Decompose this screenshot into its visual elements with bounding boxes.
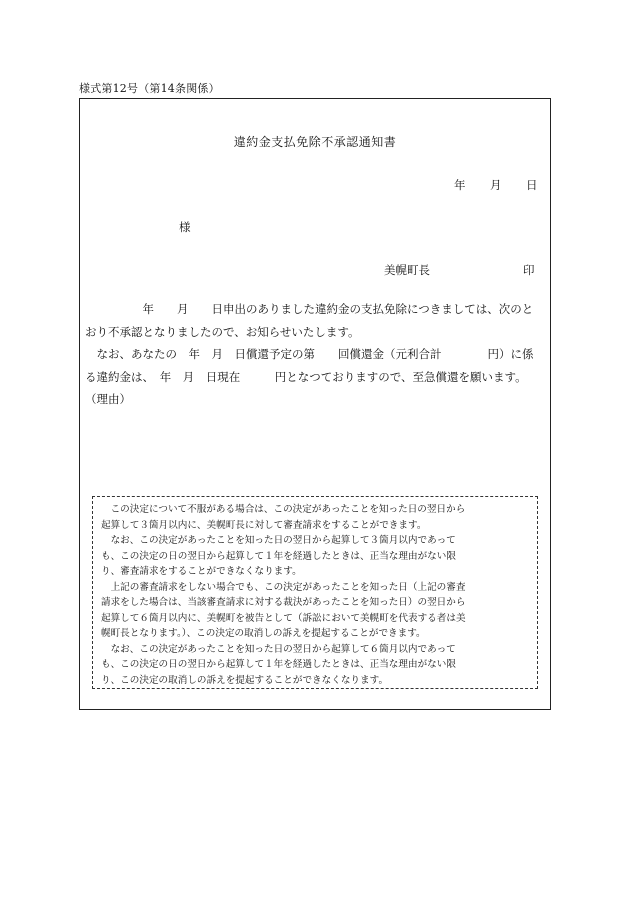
notice-line: 請求をした場合は、当該審査請求に対する裁決があったことを知った日）の翌日から bbox=[101, 597, 466, 608]
notice-line: 幌町長となります。）、この決定の取消しの訴えを提起することができます。 bbox=[101, 628, 426, 639]
form-frame bbox=[79, 98, 551, 710]
addressee-suffix: 様 bbox=[179, 220, 191, 234]
notice-line: 起算して６箇月以内に、美幌町を被告として（訴訟において美幌町を代表する者は美 bbox=[101, 612, 466, 624]
notice-line: り、審査請求をすることができなくなります。 bbox=[101, 566, 302, 577]
body-line: なお、あなたの 年 月 日償還予定の第 回償還金（元利合計 円）に係 bbox=[85, 347, 534, 361]
date-day: 日 bbox=[526, 178, 538, 192]
notice-line: も、この決定の日の翌日から起算して１年を経過したときは、正当な理由がない限 bbox=[101, 550, 456, 562]
body-line: 年 月 日申出のありました違約金の支払免除につきましては、次のと bbox=[85, 302, 534, 316]
date-month: 月 bbox=[490, 178, 502, 192]
notice-line: なお、この決定があったことを知った日の翌日から起算して６箇月以内であって bbox=[101, 643, 456, 655]
notice-line: も、この決定の日の翌日から起算して１年を経過したときは、正当な理由がない限 bbox=[101, 659, 456, 670]
notice-line: り、この決定の取消しの訴えを提起することができなくなります。 bbox=[101, 674, 389, 686]
date-year: 年 bbox=[454, 178, 466, 192]
document-title: 違約金支払免除不承認通知書 bbox=[233, 135, 397, 149]
notice-line: 上記の審査請求をしない場合でも、この決定があったことを知った日（上記の審査 bbox=[101, 581, 466, 593]
appeal-notice-box bbox=[92, 496, 538, 689]
body-line: る違約金は、 年 月 日現在 円となつておりますので、至急償還を願います。 bbox=[85, 369, 527, 384]
notice-line: この決定について不服がある場合は、この決定があったことを知った日の翌日から bbox=[101, 504, 466, 515]
body-text bbox=[85, 298, 545, 411]
issuer-title: 美幌町長 bbox=[384, 263, 430, 277]
form-number-label: 様式第12号（第14条関係） bbox=[79, 82, 220, 95]
notice-line: 起算して３箇月以内に、美幌町長に対して審査請求をすることができます。 bbox=[101, 519, 427, 531]
seal-mark: 印 bbox=[523, 263, 535, 277]
notice-line: なお、この決定があったことを知った日の翌日から起算して３箇月以内であって bbox=[101, 535, 456, 546]
body-line: おり不承認となりましたので、お知らせいたします。 bbox=[85, 324, 360, 339]
reason-label: （理由） bbox=[85, 392, 131, 406]
